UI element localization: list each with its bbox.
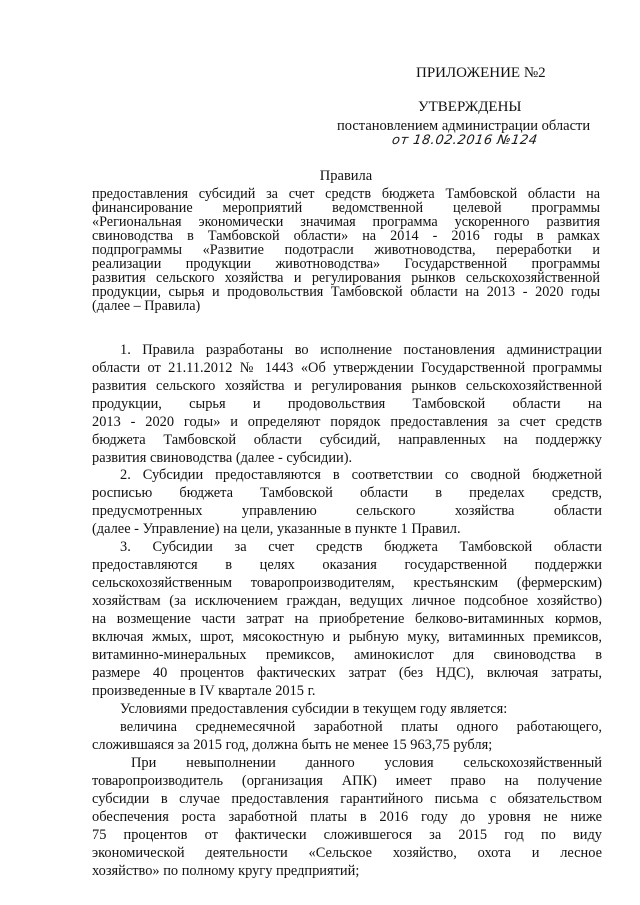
paragraph-line: 3. Субсидии за счет средств бюджета Тамбовской области: [120, 539, 602, 555]
paragraph-line: товаропроизводитель (организация АПК) имеет право на получение: [92, 773, 602, 789]
title-line: «Региональная экономически значимая программа ускоренного развития: [92, 215, 600, 229]
paragraph-line: субсидии в случае предоставления гарантийного письма с обязательством: [92, 791, 602, 807]
paragraph-line: величина среднемесячной заработной платы одного работающего,: [120, 719, 602, 735]
paragraph-line: включая жмых, шрот, мясокостную и рыбную муку, витаминных премиксов,: [92, 629, 602, 645]
paragraph-line: 2. Субсидии предоставляются в соответствии со сводной бюджетной: [120, 467, 602, 483]
paragraph-line: продукции, сырья и продовольствия Тамбовской области на: [92, 396, 602, 412]
paragraph-line: произведенные в IV квартале 2015 г.: [92, 683, 316, 699]
title-line: развития сельского хозяйства и регулирования рынков сельскохозяйственной: [92, 271, 600, 285]
paragraph-line: развития свиноводства (далее - субсидии).: [92, 450, 353, 466]
paragraph-line: хозяйство» по полному кругу предприятий;: [92, 863, 360, 879]
paragraph-line: 1. Правила разработаны во исполнение постановления администрации: [120, 342, 602, 358]
title-line: (далее – Правила): [92, 299, 201, 313]
title-line: свиноводства в Тамбовской области» на 2014 - 2016 годы в рамках: [92, 229, 600, 243]
paragraph-line: сельскохозяйственным товаропроизводителям, крестьянским (фермерским): [92, 575, 602, 591]
paragraph-line: хозяйствам (за исключением граждан, ведущих личное подсобное хозяйство): [92, 593, 602, 609]
paragraph-line: сложившаяся за 2015 год, должна быть не менее 15 963,75 рубля;: [92, 737, 493, 753]
title-line: реализации продукции животноводства» Государственной программы: [92, 257, 600, 271]
paragraph-line: области от 21.11.2012 № 1443 «Об утверждении Государственной программы: [92, 360, 602, 376]
paragraph-line: размере 40 процентов фактических затрат (без НДС), включая затраты,: [92, 665, 602, 681]
paragraph-line: предоставляются в целях оказания государственной поддержки: [92, 557, 602, 573]
decree-label: постановлением администрации области: [337, 118, 591, 134]
appendix-label: ПРИЛОЖЕНИЕ №2: [416, 65, 546, 81]
paragraph-line: предусмотренных управлению сельского хозяйства области: [92, 503, 602, 519]
paragraph-line: развития сельского хозяйства и регулирования рынков сельскохозяйственной: [92, 378, 602, 394]
paragraph-line: При невыполнении данного условия сельскохозяйственный: [131, 755, 602, 771]
paragraph-line: обеспечения роста заработной платы в 2016 году до уровня не ниже: [92, 809, 602, 825]
paragraph-line: 2013 - 2020 годы» и определяют порядок предоставления за счет средств: [92, 414, 602, 430]
handwritten-date-number: от 18.02.2016 №124: [390, 133, 539, 148]
title-line: продукции, сырья и продовольствия Тамбовской области на 2013 - 2020 годы: [92, 285, 600, 299]
paragraph-line: росписью бюджета Тамбовской области в пределах средств,: [92, 485, 602, 501]
paragraph-line: Условиями предоставления субсидии в текущем году является:: [120, 701, 508, 717]
approved-label: УТВЕРЖДЕНЫ: [418, 99, 522, 115]
paragraph-line: бюджета Тамбовской области субсидий, направленных на поддержку: [92, 432, 602, 448]
title-heading: Правила: [319, 169, 373, 183]
title-line: финансирование мероприятий ведомственной целевой программы: [92, 201, 600, 215]
paragraph-line: 75 процентов от фактически сложившегося за 2015 год по виду: [92, 827, 602, 843]
paragraph-line: на возмещение части затрат на приобретение белково-витаминных кормов,: [92, 611, 602, 627]
paragraph-line: (далее - Управление) на цели, указанные в пункте 1 Правил.: [92, 521, 461, 537]
paragraph-line: экономической деятельности «Сельское хозяйство, охота и лесное: [92, 845, 602, 861]
paragraph-line: витаминно-минеральных премиксов, аминокислот для свиноводства в: [92, 647, 602, 663]
title-line: предоставления субсидий за счет средств бюджета Тамбовской области на: [92, 187, 600, 201]
title-line: подпрограммы «Развитие подотрасли животноводства, переработки и: [92, 243, 600, 257]
